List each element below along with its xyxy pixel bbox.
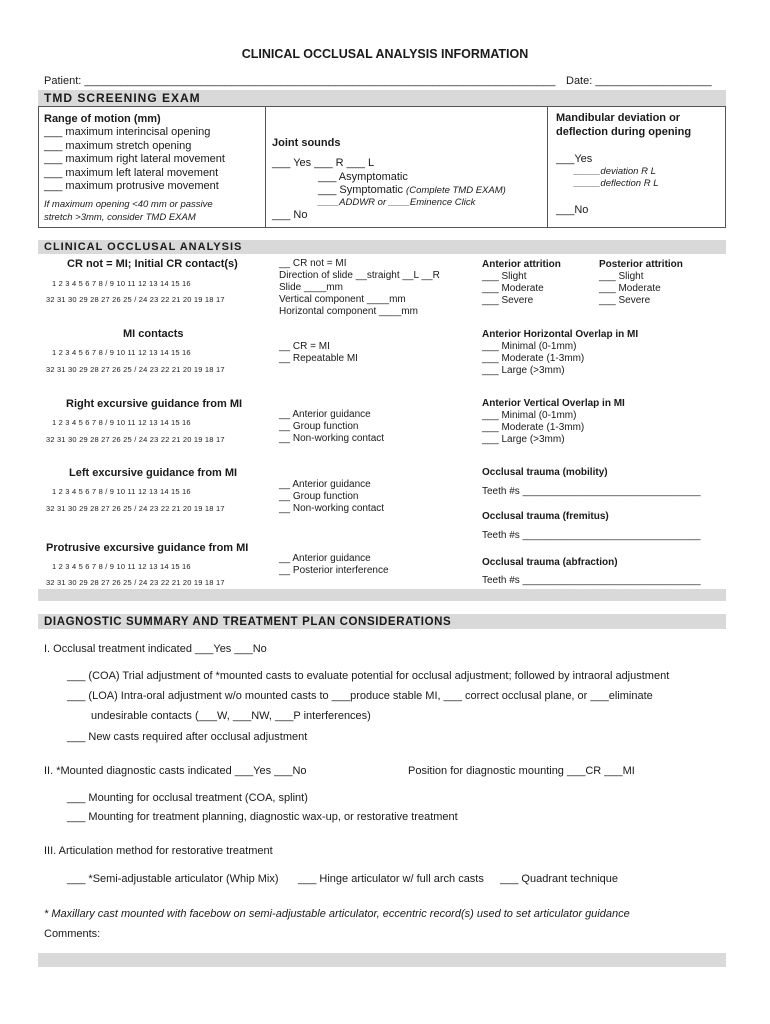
loa-option-cont[interactable]: undesirable contacts (___W, ___NW, ___P interferences)	[91, 710, 371, 722]
joint-title: Joint sounds	[272, 137, 341, 149]
rom-item[interactable]: ___ maximum interincisal opening	[44, 126, 211, 138]
coa-header: CLINICAL OCCLUSAL ANALYSIS	[44, 241, 243, 253]
horiz-overlap-title: Anterior Horizontal Overlap in MI	[482, 329, 639, 340]
left-guidance-item[interactable]: __ Group function	[279, 491, 359, 502]
teeth-upper-2: 1 2 3 4 5 6 7 8 / 9 10 11 12 13 14 15 16	[52, 348, 191, 357]
horiz-overlap-item[interactable]: ___ Large (>3mm)	[482, 365, 565, 376]
right-guidance-item[interactable]: __ Non-working contact	[279, 433, 385, 444]
cr-not-mi-list	[279, 258, 440, 318]
page-title: CLINICAL OCCLUSAL ANALYSIS INFORMATION	[241, 47, 529, 61]
horiz-overlap-item[interactable]: ___ Moderate (1-3mm)	[482, 353, 585, 364]
mand-no[interactable]: ___No	[556, 204, 589, 216]
left-guidance-item[interactable]: __ Anterior guidance	[279, 479, 371, 490]
ant-attrition-item[interactable]: ___ Moderate	[482, 283, 544, 294]
protrusive-item[interactable]: __ Posterior interference	[279, 565, 389, 576]
post-attrition-list	[599, 271, 661, 307]
cr-not-mi-item[interactable]: Direction of slide __straight __L __R	[279, 270, 440, 281]
teeth-upper-5: 1 2 3 4 5 6 7 8 / 9 10 11 12 13 14 15 16	[52, 562, 191, 571]
trauma-abfraction-title: Occlusal trauma (abfraction)	[482, 557, 618, 568]
date-field[interactable]: Date: ___________________	[566, 75, 712, 87]
mand-deflection[interactable]: _____deflection R L	[574, 178, 659, 189]
protrusive-item[interactable]: __ Anterior guidance	[279, 553, 371, 564]
comments-bar	[38, 953, 726, 967]
articulation-method: III. Articulation method for restorative treatment	[44, 845, 273, 857]
protrusive-list	[279, 553, 389, 577]
cr-not-mi-item[interactable]: Slide ____mm	[279, 282, 343, 293]
vert-overlap-title: Anterior Vertical Overlap in MI	[482, 398, 625, 409]
rom-item[interactable]: ___ maximum protrusive movement	[44, 180, 219, 192]
rom-item[interactable]: ___ maximum stretch opening	[44, 139, 192, 152]
mounted-casts-indicated[interactable]: II. *Mounted diagnostic casts indicated ___Yes ___No	[44, 765, 307, 777]
post-attrition-item[interactable]: ___ Severe	[599, 295, 651, 306]
joint-addwr[interactable]: ____ADDWR or ____Eminence Click	[318, 197, 476, 208]
mount-occlusal-option[interactable]: ___ Mounting for occlusal treatment (COA, splint)	[67, 792, 308, 804]
rom-note-1: If maximum opening <40 mm or passive	[44, 199, 213, 210]
right-guidance-list	[279, 409, 384, 445]
teeth-upper-3: 1 2 3 4 5 6 7 8 / 9 10 11 12 13 14 15 16	[52, 418, 191, 427]
hinge-option[interactable]: ___ Hinge articulator w/ full arch casts	[298, 873, 484, 885]
coa-option[interactable]: ___ (COA) Trial adjustment of *mounted casts to evaluate potential for occlusal adjustment; followed by intraoral adjustment	[67, 670, 670, 682]
tmd-divider-1	[265, 106, 266, 228]
patient-field[interactable]: Patient: _____________________________________________________________________________	[44, 75, 556, 87]
mi-contacts-title: MI contacts	[123, 328, 184, 340]
vert-overlap-item[interactable]: ___ Moderate (1-3mm)	[482, 422, 585, 433]
rom-list	[44, 126, 225, 194]
trauma-mobility-title: Occlusal trauma (mobility)	[482, 467, 608, 478]
horiz-overlap-list	[482, 341, 584, 377]
cr-not-mi-item[interactable]: Vertical component ____mm	[279, 294, 406, 305]
joint-symptomatic[interactable]	[318, 184, 506, 196]
vert-overlap-list	[482, 410, 584, 446]
mand-title-1: Mandibular deviation or	[556, 112, 681, 124]
joint-symptomatic-label: ___ Symptomatic	[318, 184, 403, 196]
footnote: * Maxillary cast mounted with facebow on semi-adjustable articulator, eccentric record(s) used to set articulator guidance	[44, 908, 630, 920]
trauma-fremitus-title: Occlusal trauma (fremitus)	[482, 511, 609, 522]
joint-asymptomatic[interactable]: ___ Asymptomatic	[318, 171, 408, 183]
rom-item[interactable]: ___ maximum right lateral movement	[44, 153, 225, 165]
rom-title: Range of motion (mm)	[44, 113, 161, 125]
left-guidance-item[interactable]: __ Non-working contact	[279, 503, 385, 514]
right-guidance-item[interactable]: __ Anterior guidance	[279, 409, 371, 420]
tmd-header: TMD SCREENING EXAM	[44, 91, 201, 105]
diag-header: DIAGNOSTIC SUMMARY AND TREATMENT PLAN CONSIDERATIONS	[44, 616, 452, 628]
joint-yes[interactable]: ___ Yes ___ R ___ L	[272, 157, 375, 169]
rom-item[interactable]: ___ maximum left lateral movement	[44, 166, 219, 179]
vert-overlap-item[interactable]: ___ Minimal (0-1mm)	[482, 410, 577, 421]
trauma-fremitus-teeth[interactable]: Teeth #s ________________________________	[482, 530, 701, 541]
quadrant-option[interactable]: ___ Quadrant technique	[500, 873, 619, 885]
joint-no[interactable]: ___ No	[272, 209, 308, 221]
post-attrition-item[interactable]: ___ Slight	[599, 271, 644, 282]
cr-not-mi-item[interactable]: Horizontal component ____mm	[279, 306, 418, 317]
semi-adjustable-option[interactable]: ___ *Semi-adjustable articulator (Whip Mix)	[67, 873, 279, 885]
left-excursive-title: Left excursive guidance from MI	[69, 467, 238, 479]
mount-planning-option[interactable]: ___ Mounting for treatment planning, diagnostic wax-up, or restorative treatment	[67, 811, 458, 823]
loa-option[interactable]: ___ (LOA) Intra-oral adjustment w/o mounted casts to ___produce stable MI, ___ correct occlusal plane, or ___eliminate	[67, 690, 653, 702]
teeth-lower-5: 32 31 30 29 28 27 26 25 / 24 23 22 21 20 19 18 17	[46, 578, 225, 587]
horiz-overlap-item[interactable]: ___ Minimal (0-1mm)	[482, 341, 577, 352]
teeth-lower-2: 32 31 30 29 28 27 26 25 / 24 23 22 21 20 19 18 17	[46, 365, 225, 374]
vert-overlap-item[interactable]: ___ Large (>3mm)	[482, 434, 565, 445]
teeth-upper-1: 1 2 3 4 5 6 7 8 / 9 10 11 12 13 14 15 16	[52, 279, 191, 288]
new-casts-option[interactable]: ___ New casts required after occlusal adjustment	[67, 731, 308, 743]
ant-attrition-title: Anterior attrition	[482, 259, 561, 270]
mounting-position[interactable]: Position for diagnostic mounting ___CR ___MI	[408, 765, 635, 777]
rom-note-2: stretch >3mm, consider TMD EXAM	[44, 212, 196, 223]
cr-mi-item[interactable]: __ CR = MI	[279, 341, 330, 352]
trauma-abfraction-teeth[interactable]: Teeth #s ________________________________	[482, 575, 701, 586]
teeth-lower-4: 32 31 30 29 28 27 26 25 / 24 23 22 21 20 19 18 17	[46, 504, 225, 513]
teeth-lower-3: 32 31 30 29 28 27 26 25 / 24 23 22 21 20 19 18 17	[46, 435, 225, 444]
cr-mi-list	[279, 341, 358, 365]
right-excursive-title: Right excursive guidance from MI	[66, 398, 243, 410]
ant-attrition-item[interactable]: ___ Severe	[482, 295, 534, 306]
mand-deviation[interactable]: _____deviation R L	[574, 166, 656, 177]
ant-attrition-list	[482, 271, 544, 307]
tmd-divider-2	[547, 106, 548, 228]
protrusive-title: Protrusive excursive guidance from MI	[46, 542, 249, 554]
trauma-mobility-teeth[interactable]: Teeth #s ________________________________	[482, 486, 701, 497]
teeth-lower-1: 32 31 30 29 28 27 26 25 / 24 23 22 21 20 19 18 17	[46, 295, 225, 304]
cr-not-mi-item[interactable]: __ CR not = MI	[279, 258, 347, 269]
treatment-indicated[interactable]: I. Occlusal treatment indicated ___Yes ___No	[44, 643, 267, 655]
mand-title-2: deflection during opening	[556, 126, 692, 138]
left-guidance-list	[279, 479, 384, 515]
post-attrition-item[interactable]: ___ Moderate	[599, 283, 661, 294]
comments-label[interactable]: Comments:	[44, 928, 101, 940]
ant-attrition-item[interactable]: ___ Slight	[482, 271, 527, 282]
post-attrition-title: Posterior attrition	[599, 259, 683, 270]
joint-symptomatic-note: (Complete TMD EXAM)	[406, 185, 506, 196]
coa-footer-bar	[38, 589, 726, 601]
cr-mi-item[interactable]: __ Repeatable MI	[279, 353, 358, 364]
teeth-upper-4: 1 2 3 4 5 6 7 8 / 9 10 11 12 13 14 15 16	[52, 487, 191, 496]
cr-initial-title: CR not = MI; Initial CR contact(s)	[67, 258, 238, 270]
mand-yes[interactable]: ___Yes	[556, 153, 593, 165]
right-guidance-item[interactable]: __ Group function	[279, 421, 359, 432]
